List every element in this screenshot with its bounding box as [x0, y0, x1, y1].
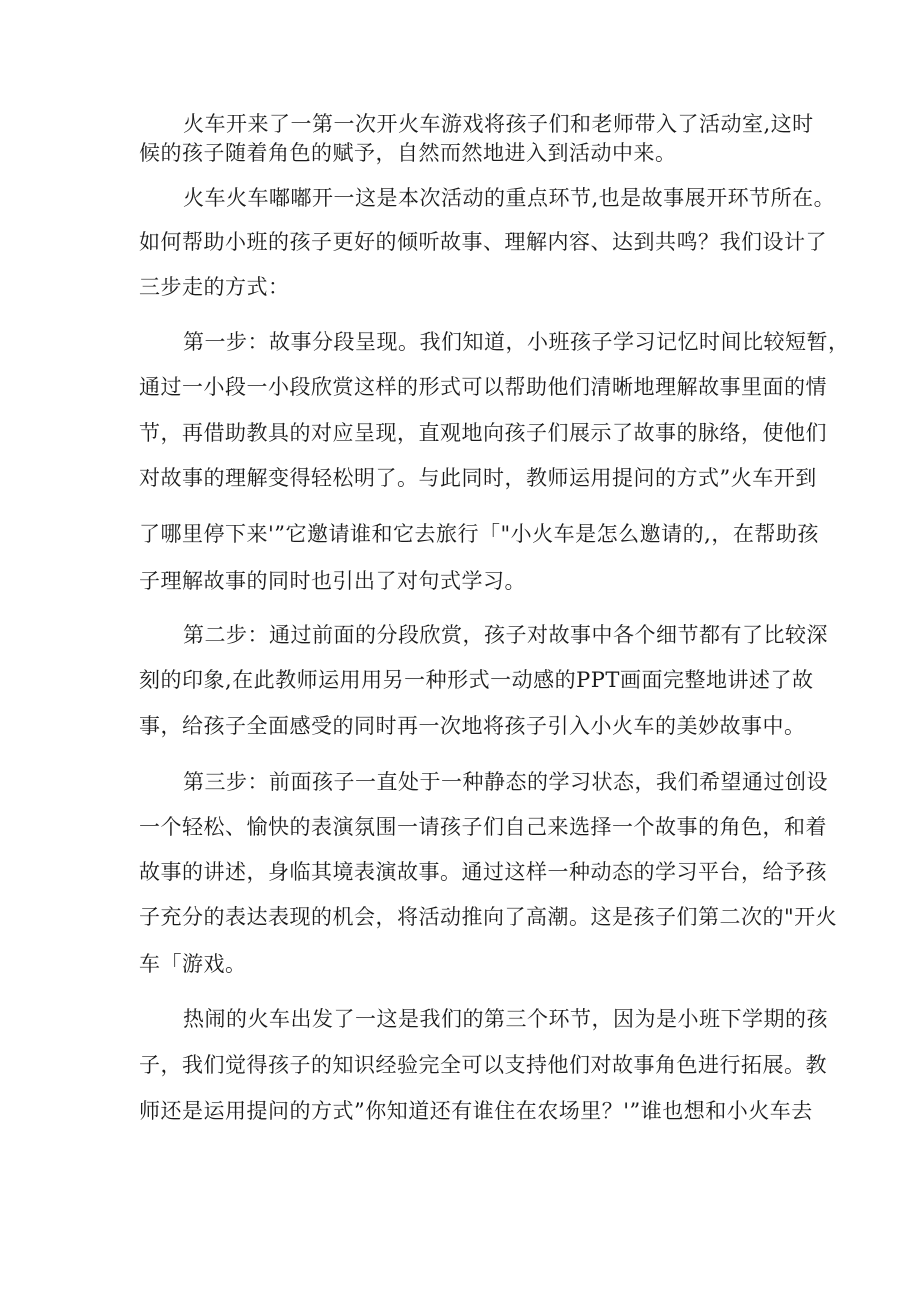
text-line: 故事的讲述，身临其境表演故事。通过这样一种动态的学习平台，给予孩 [139, 860, 827, 884]
text-line: 师还是运用提问的方式”你知道还有谁住在农场里？'”谁也想和小火车去 [139, 1099, 813, 1123]
text-line: 候的孩子随着角色的赋予，自然而然地进入到活动中来。 [139, 141, 677, 165]
text-line: 第三步：前面孩子一直处于一种静态的学习状态，我们希望通过创设 [183, 770, 828, 794]
text-line: 节，再借助教具的对应呈现，直观地向孩子们展示了故事的脉络，使他们 [139, 421, 827, 445]
text-line: 对故事的理解变得轻松明了。与此同时，教师运用提问的方式”火车开到 [139, 466, 817, 490]
text-line: 车「游戏。 [139, 952, 247, 976]
text-line: 子，我们觉得孩子的知识经验完全可以支持他们对故事角色进行拓展。教 [139, 1053, 827, 1077]
text-line: 事，给孩子全面感受的同时再一次地将孩子引入小火车的美妙故事中。 [139, 714, 806, 738]
text-line: 一个轻松、愉快的表演氛围一请孩子们自己来选择一个故事的角色，和着 [139, 815, 827, 839]
text-line: 三步走的方式： [139, 275, 290, 299]
text-line: 了哪里停下来'”它邀请谁和它去旅行「"小火车是怎么邀请的,，在帮助孩 [139, 522, 819, 546]
text-line: 刻的印象,在此教师运用用另一种形式一动感的PPT画面完整地讲述了故 [139, 668, 814, 692]
text-line: 通过一小段一小段欣赏这样的形式可以帮助他们清晰地理解故事里面的情 [139, 375, 827, 399]
text-line: 子充分的表达表现的机会，将活动推向了高潮。这是孩子们第二次的"开火 [139, 905, 838, 929]
text-line: 热闹的火车出发了一这是我们的第三个环节，因为是小班下学期的孩 [183, 1007, 828, 1031]
text-line: 如何帮助小班的孩子更好的倾听故事、理解内容、达到共鸣？我们设计了 [139, 230, 827, 254]
text-line: 火车火车嘟嘟开一这是本次活动的重点环节,也是故事展开环节所在。 [183, 186, 836, 210]
text-line: 火车开来了一第一次开火车游戏将孩子们和老师带入了活动室,这时 [183, 112, 814, 136]
text-line: 第一步：故事分段呈现。我们知道，小班孩子学习记忆时间比较短暂， [183, 330, 850, 354]
text-line: 子理解故事的同时也引出了对句式学习。 [139, 569, 526, 593]
text-line: 第二步：通过前面的分段欣赏，孩子对故事中各个细节都有了比较深 [183, 623, 828, 647]
